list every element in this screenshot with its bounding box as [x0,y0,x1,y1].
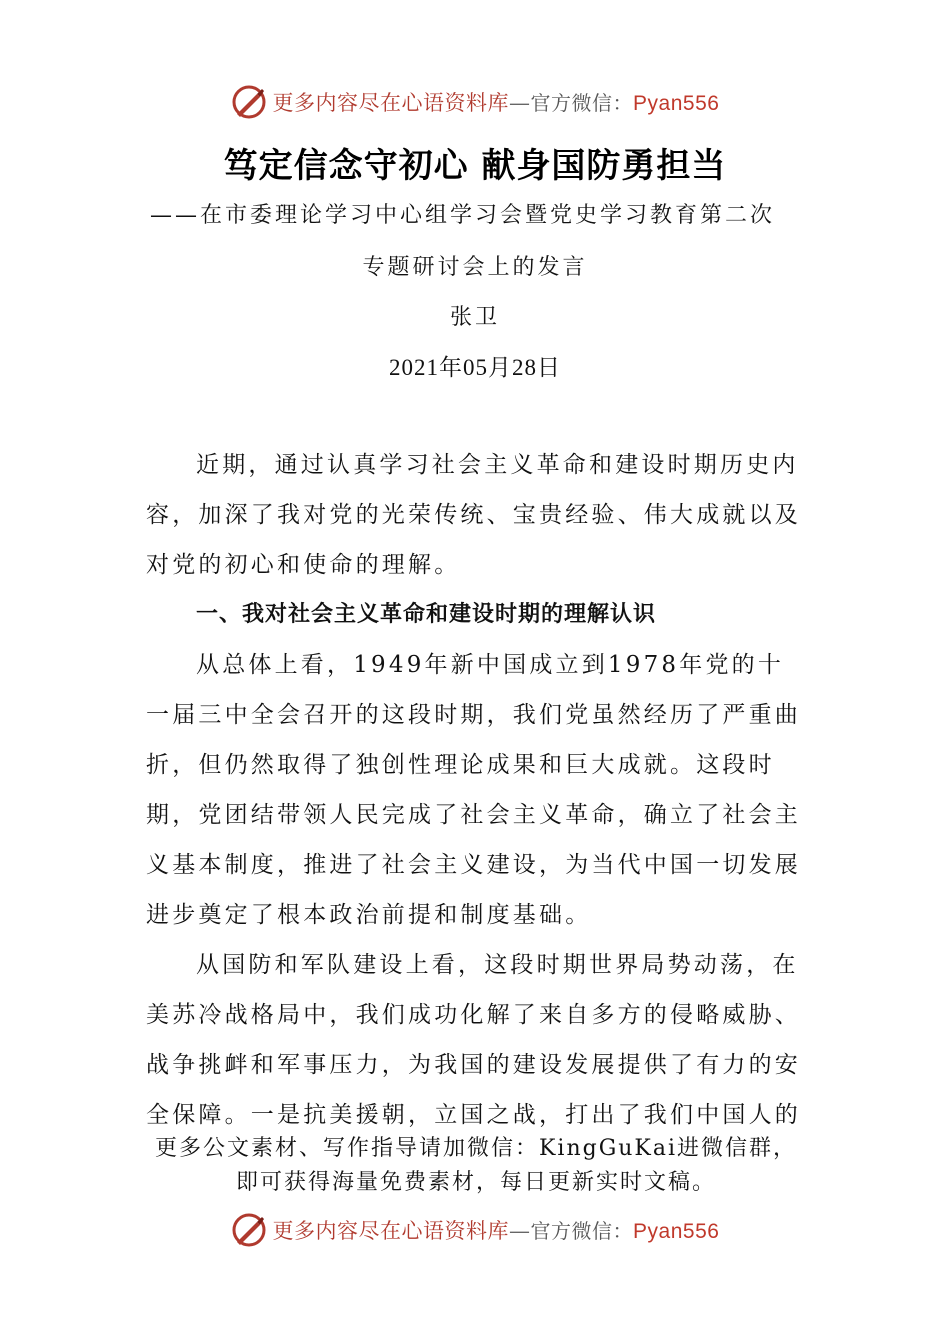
footer-note [146,1132,806,1200]
paragraph-defense: 从国防和军队建设上看，这段时期世界局势动荡，在美苏冷战格局中，我们成功化解了来自多方的侵略威胁、战争挑衅和军事压力，为我国的建设发展提供了有力的安全保障。一是抗美援朝，立国之战，打出了我们中国人的 [146,952,801,1128]
document-title: 笃定信念守初心 献身国防勇担当 [223,146,727,186]
footer-note-line-1: 更多公文素材、写作指导请加微信：KingGuKai进微信群， [154,1136,798,1161]
banner-wechat-label: 官方微信： [530,1219,634,1243]
subtitle-line-2: 专题研讨会上的发言 [362,255,588,280]
footer-banner [0,1210,950,1250]
document-body [146,440,806,1140]
pen-logo-icon [231,1212,267,1248]
banner-separator: — [509,1219,531,1243]
subtitle-line-1: ——在市委理论学习中心组学习会暨党史学习教育第二次 [150,203,776,228]
paragraph-intro: 近期，通过认真学习社会主义革命和建设时期历史内容，加深了我对党的光荣传统、宝贵经验、伟大成就以及对党的初心和使命的理解。 [146,452,801,578]
banner-separator: — [509,91,531,115]
pen-logo-icon [231,84,267,120]
banner-text: 更多内容尽在心语资料库 [272,1219,510,1243]
header-banner [0,82,950,122]
document-date: 2021年05月28日 [389,355,561,380]
author-name: 张卫 [449,305,500,330]
footer-note-line-2: 即可获得海量免费素材，每日更新实时文稿。 [235,1170,716,1195]
banner-wechat-id: Pyan556 [633,1220,720,1243]
paragraph-overview: 从总体上看，1949年新中国成立到1978年党的十一届三中全会召开的这段时期，我们党虽然经历了严重曲折，但仍然取得了独创性理论成果和巨大成就。这段时期，党团结带领人民完成了社会主义革命，确立了社会主义基本制度，推进了社会主义建设，为当代中国一切发展进步奠定了根本政治前提和制度基础。 [146,652,801,928]
banner-wechat-label: 官方微信： [530,91,634,115]
banner-text: 更多内容尽在心语资料库 [272,91,510,115]
banner-wechat-id: Pyan556 [633,92,720,115]
section-heading-1: 一、我对社会主义革命和建设时期的理解认识 [196,602,657,627]
